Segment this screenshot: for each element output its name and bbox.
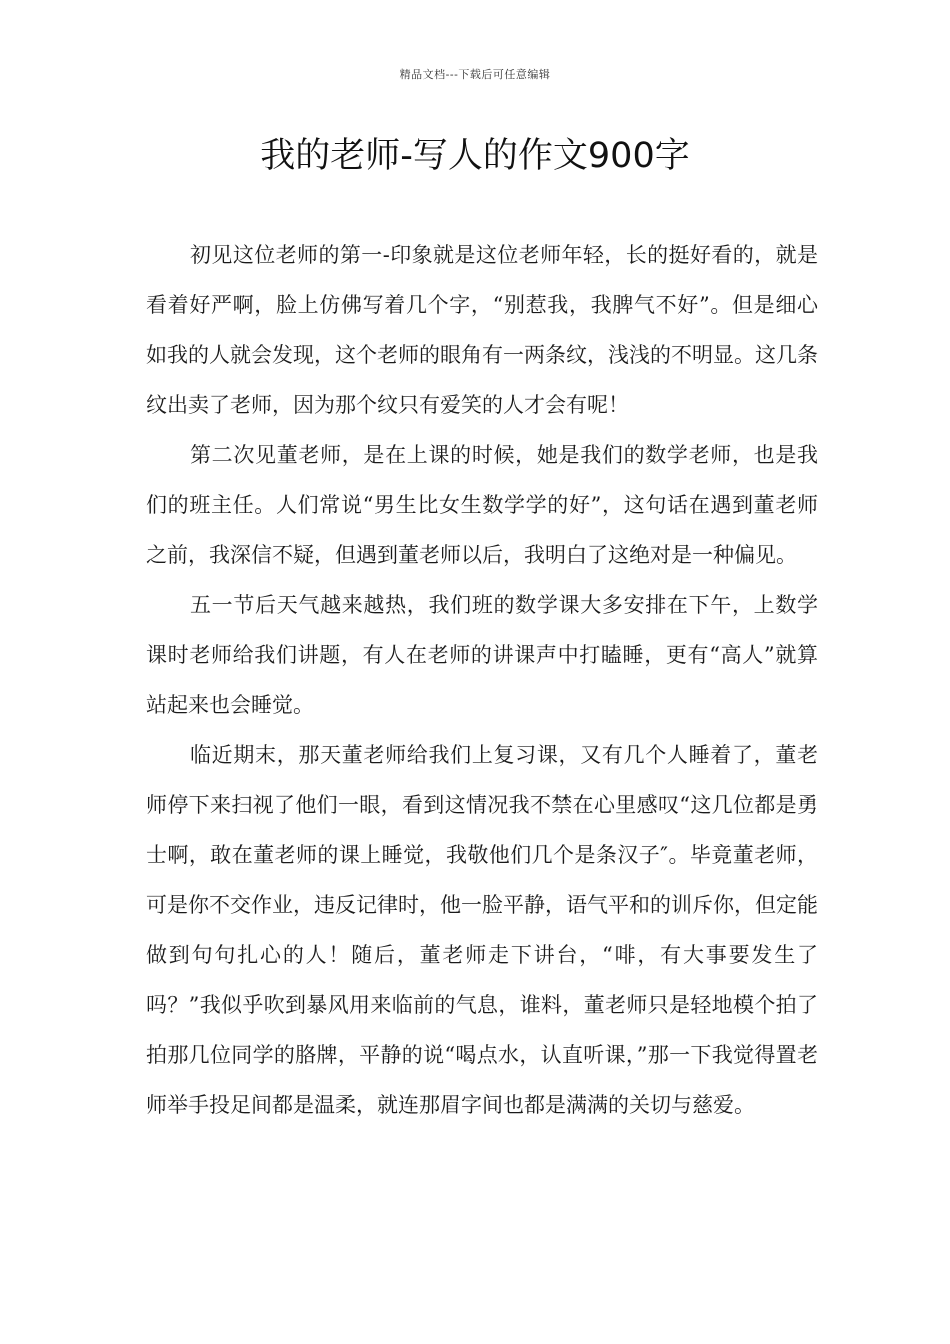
paragraph-1: 初见这位老师的第一-印象就是这位老师年轻，长的挺好看的，就是看着好严啊，脸上仿佛写着几个字，“别惹我，我脾气不好”。但是细心如我的人就会发现，这个老师的眼角有一两条纹，浅浅的不明显。这几条纹出卖了老师，因为那个纹只有爱笑的人才会有呢！ <box>146 243 818 417</box>
paragraph-4: 临近期末，那天董老师给我们上复习课，又有几个人睡着了，董老师停下来扫视了他们一眼，看到这情况我不禁在心里感叹“这几位都是勇士啊，敢在董老师的课上睡觉，我敬他们几个是条汉子″。毕竟董老师，可是你不交作业，违反记律时，他一脸平静，语气平和的训斥你，但定能做到句句扎心的人！随后，董老师走下讲台，“啡，有大事要发生了吗？”我似乎吹到暴风用来临前的气息，谁料，董老师只是轻地模个拍了拍那几位同学的胳牌，平静的说“喝点水，认直听课，”那一下我觉得置老师举手投足间都是温柔，就连那眉字间也都是满满的关切与慈爱。 <box>146 743 818 1117</box>
essay-body <box>146 230 818 1130</box>
document-title: 我的老师-写人的作文900字 <box>260 136 690 176</box>
paragraph-3: 五一节后天气越来越热，我们班的数学课大多安排在下午，上数学课时老师给我们讲题，有人在老师的讲课声中打瞌睡，更有“高人”就算站起来也会睡觉。 <box>146 593 818 717</box>
paragraph-2: 第二次见董老师，是在上课的时候，她是我们的数学老师，也是我们的班主任。人们常说“男生比女生数学学的好”，这句话在遇到董老师之前，我深信不疑，但遇到董老师以后，我明白了这绝对是一种偏见。 <box>146 443 818 567</box>
page-header: 精品文档---下载后可任意编辑 <box>399 68 551 81</box>
